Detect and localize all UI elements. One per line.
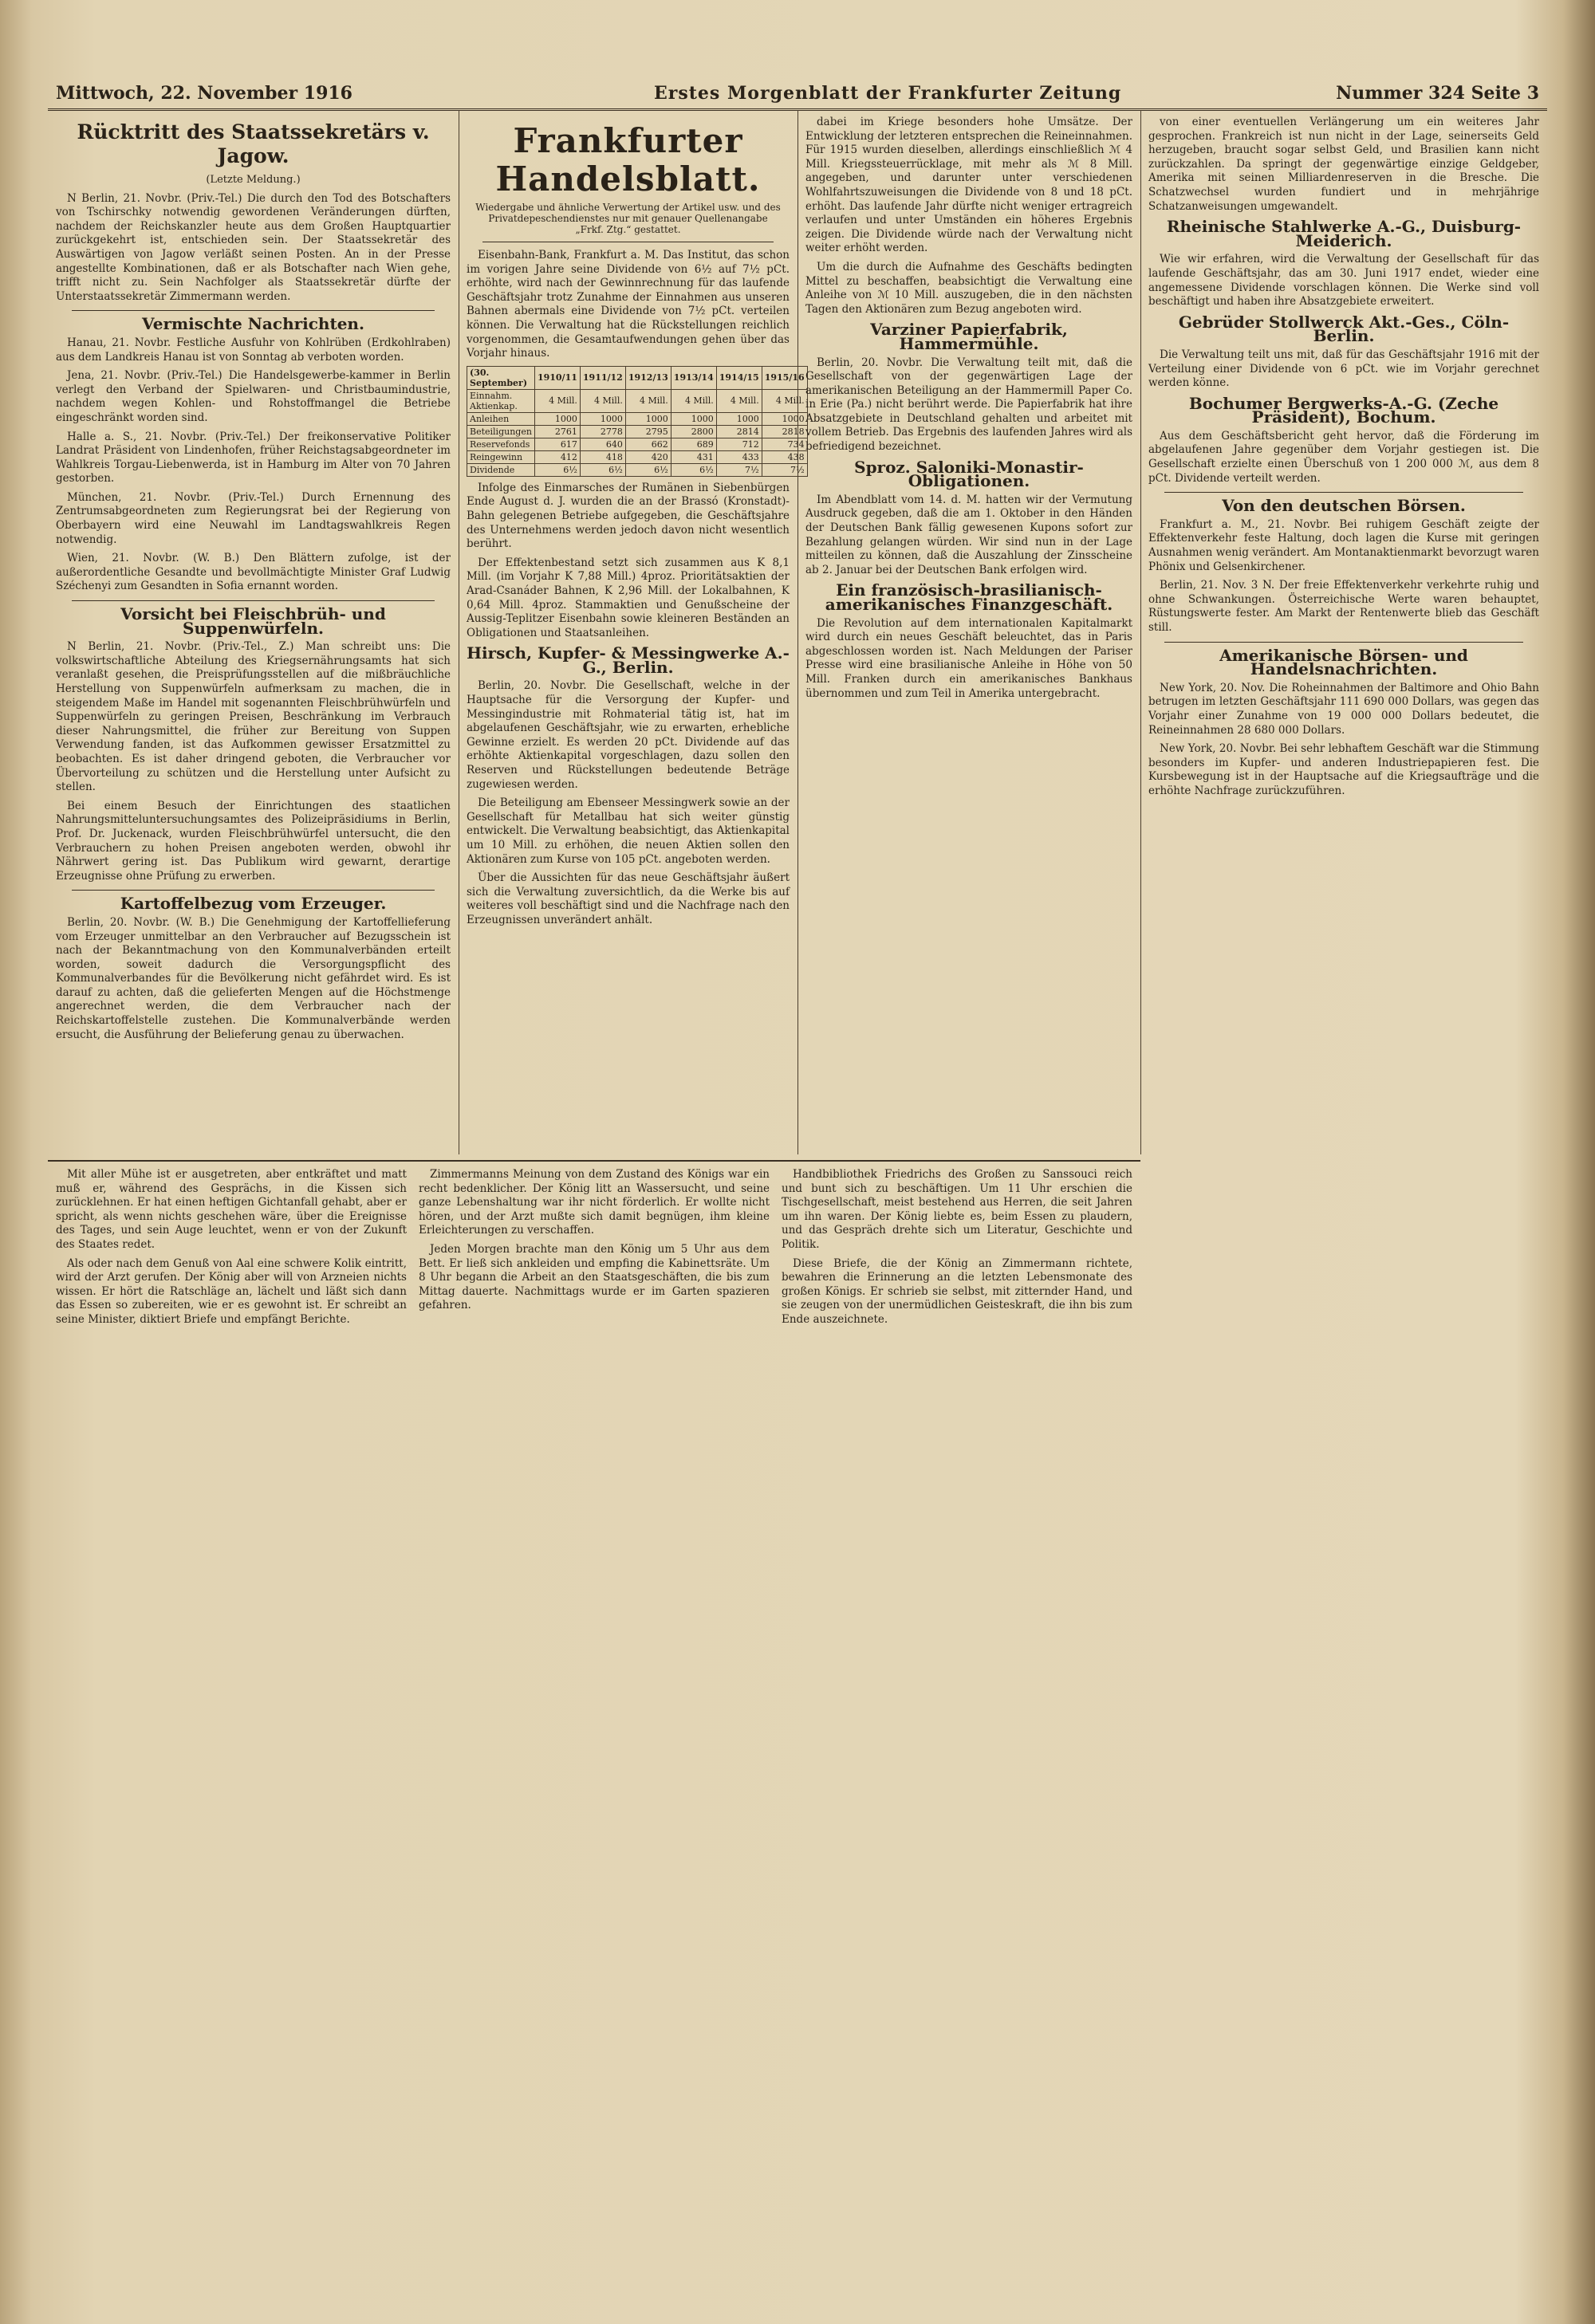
article-paragraph: Eisenbahn-Bank, Frankfurt a. M. Das Institut, das schon im vorigen Jahre seine Dividende von 6½ auf 7½ pCt. erhöhte, wird nach der Gewinnrechnung für das laufende Geschäftsjahr trotz Zunahme der Einnahmen aus unseren Bahnen abermals eine Dividende von 7½ pCt. verteilen können. Die Verwaltung hat die Rückstellungen reichlich vorgenommen, die Gesamtaufwendungen gehen über das Vorjahr hinaus. [467, 249, 790, 360]
issue-date: Mittwoch, 22. November 1916 [56, 83, 352, 104]
table-cell: 431 [671, 450, 716, 463]
divider [72, 600, 435, 601]
table-row [467, 463, 808, 476]
article-paragraph: Frankfurt a. M., 21. Novbr. Bei ruhigem Geschäft zeigte der Effektenverkehr feste Haltung, doch lagen die Kurse mit geringen Ausnahmen wenig verändert. Am Montanaktienmarkt bevorzugt waren Phönix und Gelsenkirchener. [1148, 517, 1539, 573]
article-paragraph: Über die Aussichten für das neue Geschäftsjahr äußert sich die Verwaltung zuversichtlich, da die Werke bis auf weiteres voll beschäftigt sind und die Nachfrage nach den Erzeugnissen unverändert anhält. [467, 871, 790, 926]
table-cell: 2778 [580, 425, 625, 438]
table-cell: Beteiligungen [467, 425, 535, 438]
feuilleton-paragraph: Als oder nach dem Genuß von Aal eine schwere Kolik eintritt, wird der Arzt gerufen. Der König aber will von Arzneien nichts wissen. Er hört die Ratschläge an, lächelt und läßt sich dann das Essen so zubereiten, wie er es gewohnt ist. Er schreibt an seine Minister, diktiert Briefe und empfängt Berichte. [56, 1256, 407, 1326]
divider [1164, 642, 1523, 643]
table-cell: 734 [762, 438, 807, 450]
article-paragraph: Wien, 21. Novbr. (W. B.) Den Blättern zufolge, ist der außerordentliche Gesandte und bevollmächtigte Minister Graf Ludwig Széchenyi zum Gesandten in Sofia ernannt worden. [56, 552, 451, 593]
table-cell: 6½ [671, 463, 716, 476]
table-cell: 4 Mill. [762, 389, 807, 412]
section-title: Gebrüder Stollwerck Akt.-Ges., Cöln-Berlin. [1178, 312, 1510, 346]
table-header-cell: 1914/15 [716, 366, 762, 389]
article-paragraph: New York, 20. Nov. Die Roheinnahmen der Baltimore and Ohio Bahn betrugen im letzten Geschäftsjahr 111 690 000 Dollars, was gegen das Vorjahr einer Zunahme von 19 000 000 Dollars bedeutet, die Reineinnahmen 28 680 000 Dollars. [1148, 681, 1539, 737]
financial-table [467, 366, 808, 477]
table-cell: 4 Mill. [716, 389, 762, 412]
table-row [467, 425, 808, 438]
right-column [805, 116, 1132, 1152]
feuilleton-paragraph: Handbibliothek Friedrichs des Großen zu Sanssouci reich und bunt sich zu beschäftigen. Um 11 Uhr erschien die Tischgesellschaft, meist bestehend aus Herren, die seit Jahren um ihn waren. Der König liebte es, beim Essen zu plaudern, und das Gespräch drehte sich um Literatur, Geschichte und Politik. [782, 1168, 1132, 1251]
article-paragraph: N Berlin, 21. Novbr. (Priv.-Tel.) Die durch den Tod des Botschafters von Tschirschky notwendig gewordenen Veränderungen dürften, nachdem der Reichskanzler heute aus dem Großen Hauptquartier zurückgekehrt ist, entschieden sein. Der Staatssekretär des Auswärtigen von Jagow verläßt seinen Posten. An in der Presse angestellte Kombinationen, daß er als Botschafter nach Wien gehe, trifft nicht zu. Sein Nachfolger als Staatssekretär dürfte der Unterstaatssekretär Zimmermann werden. [56, 191, 451, 303]
table-cell: Anleihen [467, 412, 535, 425]
table-row [467, 450, 808, 463]
section-title: Vorsicht bei Fleischbrüh- und Suppenwürfeln. [120, 604, 386, 638]
article-paragraph: Berlin, 20. Novbr. Die Verwaltung teilt mit, daß die Gesellschaft von der gegenwärtigen Lage der amerikanischen Beteiligung an der Hammermill Paper Co. in Erie (Pa.) nicht berührt werde. Die Papierfabrik hat ihre Absatzgebiete in Deutschland gehalten und arbeitet mit vollem Betrieb. Das Ergebnis des laufenden Jahres wird als befriedigend bezeichnet. [805, 356, 1132, 454]
table-cell: 420 [625, 450, 671, 463]
left-column [56, 116, 451, 1152]
article-paragraph: Die Revolution auf dem internationalen Kapitalmarkt wird durch ein neues Geschäft beleuchtet, das in Paris abgeschlossen worden ist. Nach Meldungen der Pariser Presse wird eine brasilianische Anleihe in Höhe von 50 Mill. Franken durch ein amerikanisches Bankhaus übernommen und zum Teil in Amerika untergebracht. [805, 616, 1132, 700]
section-title: Vermischte Nachrichten. [142, 314, 364, 334]
far-right-column [1148, 116, 1539, 2268]
article-paragraph: Jena, 21. Novbr. (Priv.-Tel.) Die Handelsgewerbe-kammer in Berlin verlegt den Verband der Spielwaren- und Christbaumindustrie, nachdem wegen Kohlen- und Rohstoffmangel die Betriebe eingeschränkt worden sind. [56, 369, 451, 424]
table-cell: Einnahm. Aktienkap. [467, 389, 535, 412]
table-cell: Reservefonds [467, 438, 535, 450]
table-cell: 689 [671, 438, 716, 450]
table-cell: 1000 [534, 412, 580, 425]
page-number: Nummer 324 Seite 3 [1336, 83, 1539, 104]
feuilleton-column-3 [782, 1168, 1132, 2284]
masthead-line [48, 80, 1547, 111]
article-paragraph: Die Beteiligung am Ebenseer Messingwerk sowie an der Gesellschaft für Metallbau hat sich weiter günstig entwickelt. Die Verwaltung beabsichtigt, das Aktienkapital um 10 Mill. zu erhöhen, die neuen Aktien sollen den Aktionären zum Kurse von 105 pCt. angeboten werden. [467, 796, 790, 866]
divider [72, 310, 435, 311]
article-paragraph: Infolge des Einmarsches der Rumänen in Siebenbürgen Ende August d. J. wurden die an der Brassó (Kronstadt)-Bahn gelegenen Betriebe aufgegeben, die Geschäftsjahre des Unternehmens werden jedoch davon nicht wesentlich berührt. [467, 481, 790, 551]
feuilleton-column-1 [56, 1168, 407, 2284]
feuilleton-column-2 [419, 1168, 770, 2284]
table-cell: 1000 [762, 412, 807, 425]
table-cell: 1000 [625, 412, 671, 425]
article-paragraph: Die Verwaltung teilt uns mit, daß für das Geschäftsjahr 1916 mit der Verteilung einer Dividende von 6 pCt. wie im Vorjahr gerechnet werden könne. [1148, 348, 1539, 390]
table-cell: 4 Mill. [534, 389, 580, 412]
section-title: Von den deutschen Börsen. [1222, 496, 1466, 516]
article-paragraph: Der Effektenbestand setzt sich zusammen aus K 8,1 Mill. (im Vorjahr K 7,88 Mill.) 4proz. Prioritätsaktien der Arad-Csanáder Bahnen, K 2,96 Mill. der Lokalbahnen, K 0,64 Mill. 4proz. Stammaktien und Genußscheine der Aussig-Teplitzer Eisenbahn sowie kleineren Beständen an Obligationen und Staatsanleihen. [467, 556, 790, 639]
section-title: Rheinische Stahlwerke A.-G., Duisburg-Meiderich. [1166, 217, 1522, 250]
table-cell: 7½ [716, 463, 762, 476]
section-masthead: Frankfurter Handelsblatt. [495, 121, 761, 199]
article-paragraph: München, 21. Novbr. (Priv.-Tel.) Durch Ernennung des Zentrumsabgeordneten zum Regierungsrat bei der Regierung von Oberbayern wird eine Neuwahl im Landtagswahlkreis Regen notwendig. [56, 490, 451, 546]
table-cell: Dividende [467, 463, 535, 476]
table-cell: 6½ [580, 463, 625, 476]
section-title: Amerikanische Börsen- und Handelsnachrichten. [1219, 645, 1468, 679]
table-cell: 712 [716, 438, 762, 450]
article-paragraph: Halle a. S., 21. Novbr. (Priv.-Tel.) Der freikonservative Politiker Landrat Präsident von Lindenhofen, früher Reichstagsabgeordneter im Wahlkreis Torgau-Liebenwerda, ist in Hamburg im Alter von 70 Jahren gestorben. [56, 430, 451, 486]
article-paragraph: New York, 20. Novbr. Bei sehr lebhaftem Geschäft war die Stimmung besonders im Kupfer- und anderen Industriepapieren fest. Die Kursbewegung ist in der Hauptsache auf die Kriegsaufträge und die erhöhte Nachfrage zurückzuführen. [1148, 742, 1539, 797]
table-header-cell: (30. September) [467, 366, 535, 389]
article-paragraph: Wie wir erfahren, wird die Verwaltung der Gesellschaft für das laufende Geschäftsjahr, das am 30. Juni 1917 endet, wieder eine angemessene Dividende vorschlagen können. Die Werke sind voll beschäftigt und haben ihre Absatzgebiete erweitert. [1148, 253, 1539, 309]
table-header-cell: 1911/12 [580, 366, 625, 389]
section-title: Bochumer Bergwerks-A.-G. (Zeche Präsident), Bochum. [1188, 393, 1499, 427]
table-header-row [467, 366, 808, 389]
feuilleton-paragraph: Diese Briefe, die der König an Zimmermann richtete, bewahren die Erinnerung an die letzten Lebensmonate des großen Königs. Er schrieb sie selbst, mit zitternder Hand, und sie zeugen von der unermüdlichen Geisteskraft, die ihn bis zum Ende auszeichnete. [782, 1256, 1132, 1326]
article-paragraph: Bei einem Besuch der Einrichtungen des staatlichen Nahrungsmitteluntersuchungsamtes des Polizeipräsidiums in Berlin, Prof. Dr. Juckenack, wurden Fleischbrühwürfel untersucht, die den Verbrauchern zu hohen Preisen angeboten werden, obwohl ihr Nährwert gering ist. Das Publikum wird gewarnt, derartige Erzeugnisse ohne Prüfung zu erwerben. [56, 799, 451, 883]
table-cell: 412 [534, 450, 580, 463]
article-paragraph: dabei im Kriege besonders hohe Umsätze. Der Entwicklung der letzteren entsprechen die Reineinnahmen. Für 1915 wurden dieselben, allerdings einschließlich ℳ 4 Mill. Kriegssteuerrücklage, mit mehr als ℳ 8 Mill. angegeben, und darunter unter verschiedenen Wohlfahrtszuweisungen die Dividende von 8 und 18 pCt. erhöht. Das laufende Jahr dürfte nicht weniger ertragreich verlaufen und unter Umständen ein höheres Ergebnis zeigen. Die Dividende würde nach der Verwaltung nicht weiter erhöht werden. [805, 116, 1132, 255]
table-cell: 2800 [671, 425, 716, 438]
table-cell: 2795 [625, 425, 671, 438]
middle-column [467, 116, 805, 1152]
table-row [467, 412, 808, 425]
table-header-cell: 1913/14 [671, 366, 716, 389]
article-paragraph: Hanau, 21. Novbr. Festliche Ausfuhr von Kohlrüben (Erdkohlraben) aus dem Landkreis Hanau ist von Sonntag ab verboten worden. [56, 336, 451, 364]
table-cell: 662 [625, 438, 671, 450]
table-cell: 1000 [671, 412, 716, 425]
section-title: Sproz. Saloniki-Monastir-Obligationen. [854, 457, 1084, 491]
table-row [467, 438, 808, 450]
section-title: Ein französisch-brasilianisch-amerikanisches Finanzgeschäft. [825, 580, 1113, 614]
table-cell: 4 Mill. [580, 389, 625, 412]
table-header-cell: 1912/13 [625, 366, 671, 389]
divider [72, 890, 435, 891]
table-row [467, 389, 808, 412]
article-paragraph: Um die durch die Aufnahme des Geschäfts bedingten Mittel zu beschaffen, beabsichtigt die Verwaltung eine Anleihe von ℳ 10 Mill. auszugeben, die in den nächsten Tagen den Aktionären zum Bezug angeboten wird. [805, 260, 1132, 316]
table-cell: 2761 [534, 425, 580, 438]
section-title: Varziner Papierfabrik, Hammermühle. [870, 320, 1068, 353]
table-cell: 438 [762, 450, 807, 463]
table-cell: 2818 [762, 425, 807, 438]
divider [1164, 492, 1523, 493]
copyright-notice: Wiedergabe und ähnliche Verwertung der Artikel usw. und des Privatdepeschendienstes nur mit genauer Quellenangabe „Frkf. Ztg.“ gestattet. [475, 202, 781, 235]
article-paragraph: N Berlin, 21. Novbr. (Priv.-Tel., Z.) Man schreibt uns: Die volkswirtschaftliche Abteilung des Kriegsernährungsamts hat sich veranlaßt gesehen, die Preisprüfungsstellen auf die mißbräuchliche Herstellung von Suppenwürfeln aufmerksam zu machen, die in steigendem Maße im Handel mit sogenannten Fleischbrühwürfeln und Suppenwürfeln zu geringen Preisen, Beschränkung im Verbrauch dieser Nahrungsmittel, die früher zur Bereitung von Suppen Verwendung fanden, ist das Aufkommen gewisser Ersatzmittel zu beobachten. Es ist daher dringend geboten, die Verbraucher vor Übervorteilung zu schützen und die Herstellung unter Aufsicht zu stellen. [56, 640, 451, 794]
table-cell: 640 [580, 438, 625, 450]
article-paragraph: Aus dem Geschäftsbericht geht hervor, daß die Förderung im abgelaufenen Jahre gegenüber dem Vorjahr gestiegen ist. Die Gesellschaft erzielte einen Überschuß von 1 200 000 ℳ, aus dem 8 pCt. Dividende verteilt werden. [1148, 429, 1539, 485]
table-cell: 6½ [534, 463, 580, 476]
table-cell: 2814 [716, 425, 762, 438]
article-paragraph: Im Abendblatt vom 14. d. M. hatten wir der Vermutung Ausdruck gegeben, daß die am 1. Oktober in den Händen der Deutschen Bank fällig gewesenen Kupons sofort zur Bezahlung gelangen würden. Wir sind nun in der Lage mitteilen zu können, daß die Auszahlung der Zinsscheine ab 2. Januar bei der Deutschen Bank erfolgen wird. [805, 493, 1132, 576]
table-cell: 7½ [762, 463, 807, 476]
paper-title: Erstes Morgenblatt der Frankfurter Zeitung [654, 83, 1122, 104]
article-paragraph: Berlin, 21. Nov. 3 N. Der freie Effektenverkehr verkehrte ruhig und ohne Schwankungen. Österreichische Werte waren behauptet, Rüstungswerte fester. Am Markt der Rentenwerte blieb das Geschäft still. [1148, 579, 1539, 634]
article-paragraph: Berlin, 20. Novbr. (W. B.) Die Genehmigung der Kartoffellieferung vom Erzeuger unmittelbar an den Verbraucher auf Bezugsschein ist nach der Bekanntmachung von den Kommunalverbänden erteilt worden, soweit dadurch die Versorgungspflicht des Kommunalverbandes für die Bevölkerung nicht gefährdet wird. Es ist darauf zu achten, daß die gelieferten Mengen auf die Höchstmenge angerechnet werden, die dem Verbraucher nach der Reichskartoffelstelle zustehen. Die Kommunalverbände werden ersucht, die Ausführung der Belieferung genau zu überwachen. [56, 915, 451, 1041]
table-cell: 418 [580, 450, 625, 463]
article-title: Rücktritt des Staatssekretärs v. Jagow. [77, 120, 430, 167]
section-title: Hirsch, Kupfer- & Messingwerke A.-G., Berlin. [467, 643, 790, 677]
article-paragraph: Berlin, 20. Novbr. Die Gesellschaft, welche in der Hauptsache für die Versorgung der Kupfer- und Messingindustrie mit Rohmaterial tätig ist, hat im abgelaufenen Geschäftsjahr, wie zu erwarten, erhebliche Gewinne erzielt. Es werden 20 pCt. Dividende auf das erhöhte Aktienkapital vorgeschlagen, dazu sollen den Reserven und Rückstellungen bedeutende Beträge zugewiesen werden. [467, 679, 790, 791]
column-divider [1140, 110, 1141, 1154]
table-cell: 1000 [580, 412, 625, 425]
table-cell: Reingewinn [467, 450, 535, 463]
feuilleton-rule [48, 1160, 1140, 1162]
table-cell: 617 [534, 438, 580, 450]
article-subtitle: (Letzte Meldung.) [206, 174, 301, 186]
article-paragraph: von einer eventuellen Verlängerung um ein weiteres Jahr gesprochen. Frankreich ist nun nicht in der Lage, seinerseits Geld herzugeben, braucht sogar selbst Geld, und Brasilien kann nicht zurückzahlen. Da springt der gegenwärtige einzige Geldgeber, Amerika mit seinen Milliardenreserven in die Bresche. Die Schatzwechsel wurden fundiert und in mehrjährige Schatzanweisungen umgewandelt. [1148, 116, 1539, 213]
table-cell: 4 Mill. [625, 389, 671, 412]
table-cell: 433 [716, 450, 762, 463]
table-header-cell: 1910/11 [534, 366, 580, 389]
table-header-cell: 1915/16 [762, 366, 807, 389]
feuilleton-paragraph: Mit aller Mühe ist er ausgetreten, aber entkräftet und matt muß er, während des Gesprächs, in die Kissen sich zurücklehnen. Er hat einen heftigen Gichtanfall gehabt, aber er spricht, als wenn nichts geschehen wäre, über die Ereignisse des Tages, und sein Auge leuchtet, wenn er von der Zukunft des Staates redet. [56, 1168, 407, 1251]
table-cell: 4 Mill. [671, 389, 716, 412]
section-title: Kartoffelbezug vom Erzeuger. [120, 894, 387, 914]
feuilleton-paragraph: Jeden Morgen brachte man den König um 5 Uhr aus dem Bett. Er ließ sich ankleiden und empfing die Kabinettsräte. Um 8 Uhr begann die Arbeit an den Staatsgeschäften, die bis zum Mittag dauerte. Nachmittags wurde er im Garten spazieren gefahren. [419, 1242, 770, 1312]
feuilleton-paragraph: Zimmermanns Meinung von dem Zustand des Königs war ein recht bedenklicher. Der König litt an Wassersucht, und seine ganze Lebenshaltung war ihr nicht förderlich. Er wollte nicht hören, und der Arzt mußte sich damit begnügen, ihm kleine Erleichterungen zu verschaffen. [419, 1168, 770, 1237]
table-cell: 6½ [625, 463, 671, 476]
table-cell: 1000 [716, 412, 762, 425]
